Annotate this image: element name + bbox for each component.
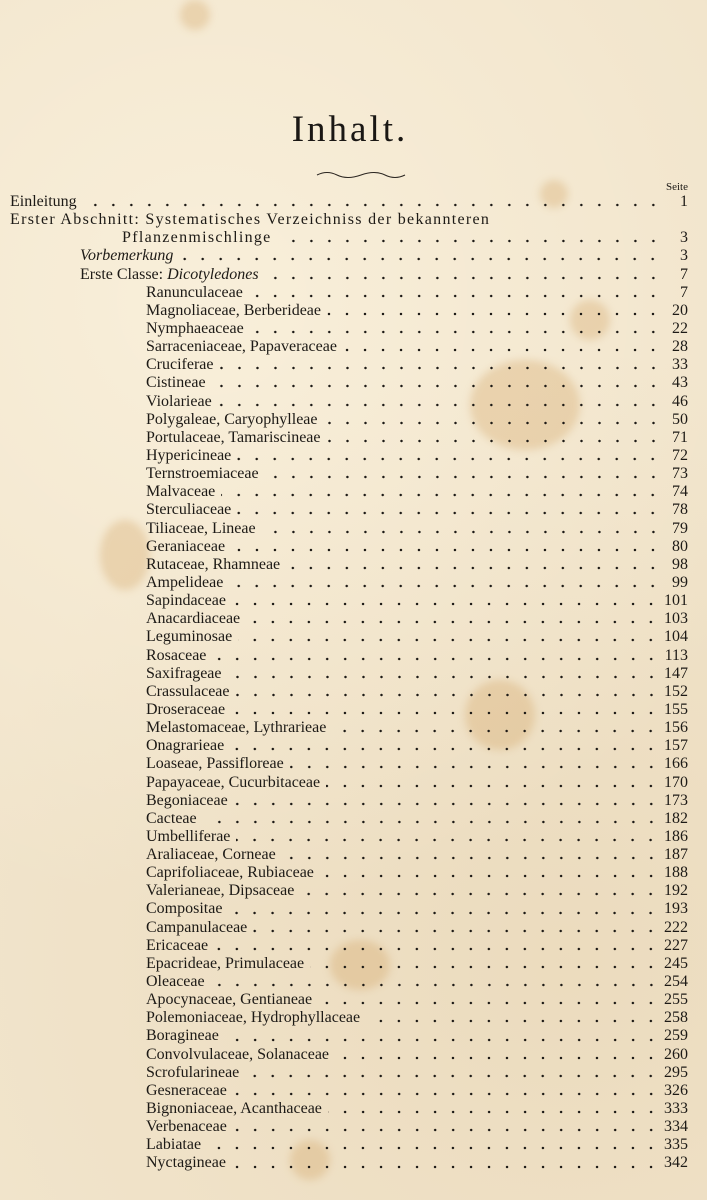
toc-entry-page: 258 — [664, 1009, 688, 1027]
title-ornament — [315, 168, 407, 180]
toc-entry-label: Geraniaceae — [146, 537, 226, 555]
dot-leader — [228, 675, 660, 679]
dot-leader — [310, 965, 660, 969]
toc-entry[interactable] — [10, 338, 690, 356]
dot-leader — [335, 1056, 660, 1060]
toc-entry-label: Cruciferae — [146, 356, 214, 374]
toc-entry[interactable] — [10, 628, 690, 646]
dot-leader — [262, 530, 662, 534]
dot-leader — [282, 856, 660, 860]
toc-entry-page: 222 — [664, 918, 688, 936]
toc-entry-page: 80 — [672, 537, 688, 555]
toc-entry[interactable] — [10, 1136, 690, 1154]
toc-entry-label: Leguminosae — [146, 628, 233, 646]
toc-entry[interactable] — [10, 538, 690, 556]
dot-leader — [246, 620, 660, 624]
toc-entry[interactable] — [10, 229, 690, 247]
toc-entry-page: 78 — [672, 501, 688, 519]
toc-entry-label: Sarraceniaceae, Papaveraceae — [146, 338, 337, 356]
toc-entry[interactable] — [10, 320, 690, 338]
toc-entry-page: 166 — [664, 755, 688, 773]
dot-leader — [230, 747, 660, 751]
dot-leader — [179, 257, 662, 261]
dot-leader — [278, 239, 662, 243]
toc-entry[interactable] — [10, 266, 690, 284]
toc-page — [10, 0, 690, 1200]
toc-entry-page: 103 — [664, 610, 688, 628]
dot-leader — [286, 566, 662, 570]
toc-entry-label: Rutaceae, Rhamneae — [146, 555, 281, 573]
toc-entry-page: 254 — [664, 973, 688, 991]
toc-entry-label: Tiliaceae, Lineae — [146, 519, 256, 537]
dot-leader — [237, 511, 662, 515]
toc-entry-label: Nymphaeaceae — [146, 319, 244, 337]
toc-entry[interactable] — [10, 1027, 690, 1045]
toc-entry-label: Apocynaceae, Gentianeae — [146, 991, 313, 1009]
toc-entry[interactable] — [10, 828, 690, 846]
toc-entry[interactable] — [10, 1118, 690, 1136]
toc-entry-page: 72 — [672, 446, 688, 464]
dot-leader — [300, 892, 660, 896]
dot-leader — [233, 1092, 660, 1096]
toc-entry-page: 79 — [672, 519, 688, 537]
toc-entry-label: Umbelliferae — [146, 827, 231, 845]
toc-entry[interactable] — [10, 1046, 690, 1064]
toc-entry-label: Cacteae — [146, 809, 197, 827]
toc-entry-label: Rosaceae — [146, 646, 207, 664]
toc-entry-page: 101 — [664, 592, 688, 610]
dot-leader — [83, 203, 662, 207]
toc-entry[interactable] — [10, 211, 690, 229]
dot-leader — [253, 929, 660, 933]
toc-entry-page: 155 — [664, 700, 688, 718]
toc-entry[interactable] — [10, 955, 690, 973]
toc-entry-page: 7 — [680, 265, 688, 283]
toc-entry[interactable] — [10, 393, 690, 411]
toc-entry-label: Caprifoliaceae, Rubiaceae — [146, 864, 314, 882]
toc-entry-page: 255 — [664, 991, 688, 1009]
toc-entry-page: 7 — [680, 283, 688, 301]
toc-entry[interactable] — [10, 937, 690, 955]
toc-entry-label: Violarieae — [146, 392, 212, 410]
toc-entry-page: 1 — [680, 193, 688, 210]
dot-leader — [238, 638, 660, 642]
toc-entry-label: Ternstroemiaceae — [146, 465, 259, 483]
toc-entry-label: Araliaceae, Corneae — [146, 846, 276, 864]
toc-entry-page: 73 — [672, 465, 688, 483]
toc-entry-page: 245 — [664, 954, 688, 972]
toc-entry-label: Labiatae — [146, 1136, 202, 1154]
dot-leader — [249, 294, 662, 298]
toc-entry-label: Polemoniaceae, Hydrophyllaceae — [146, 1009, 361, 1027]
toc-entry[interactable] — [10, 501, 690, 519]
toc-entry[interactable] — [10, 374, 690, 392]
toc-entry-page: 104 — [664, 628, 688, 646]
dot-leader — [211, 983, 660, 987]
toc-entry[interactable] — [10, 284, 690, 302]
dot-leader — [318, 1001, 660, 1005]
dot-leader — [229, 584, 662, 588]
toc-entry[interactable] — [10, 1100, 690, 1118]
dot-leader — [332, 729, 660, 733]
dot-leader — [231, 711, 660, 715]
dot-leader — [265, 475, 662, 479]
toc-entry-label: Valerianeae, Dipsaceae — [146, 882, 295, 900]
toc-entry[interactable] — [10, 719, 690, 737]
dot-leader — [214, 947, 660, 951]
dot-leader — [236, 693, 660, 697]
toc-entry-page: 43 — [672, 374, 688, 392]
toc-entry-label: Crassulaceae — [146, 682, 230, 700]
toc-entry[interactable] — [10, 592, 690, 610]
toc-entry[interactable] — [10, 556, 690, 574]
toc-entry-label: Polygaleae, Caryophylleae — [146, 410, 318, 428]
toc-entry-page: 342 — [664, 1154, 688, 1172]
toc-entry-page: 170 — [664, 773, 688, 791]
toc-entry[interactable] — [10, 919, 690, 937]
toc-entry-label: Scrofularineae — [146, 1063, 240, 1081]
dot-leader — [366, 1019, 660, 1023]
toc-entry[interactable] — [10, 483, 690, 501]
dot-leader — [220, 366, 662, 370]
toc-entry-page: 156 — [664, 719, 688, 737]
toc-entry[interactable] — [10, 1154, 690, 1172]
toc-entry-page: 187 — [664, 846, 688, 864]
toc-entry-page: 295 — [664, 1063, 688, 1081]
dot-leader — [207, 1146, 660, 1150]
toc-entry-label: Hypericineae — [146, 446, 232, 464]
toc-entry-page: 260 — [664, 1045, 688, 1063]
toc-entry-page: 20 — [672, 301, 688, 319]
dot-leader — [212, 657, 660, 661]
dot-leader — [236, 838, 660, 842]
toc-entry[interactable] — [10, 1064, 690, 1082]
toc-entry[interactable] — [10, 882, 690, 900]
dot-leader — [234, 802, 660, 806]
dot-leader — [203, 820, 660, 824]
toc-entry[interactable] — [10, 647, 690, 665]
toc-entry[interactable] — [10, 465, 690, 483]
toc-entry-label: Begoniaceae — [146, 791, 228, 809]
toc-entry-page: 333 — [664, 1100, 688, 1118]
dot-leader — [221, 493, 662, 497]
dot-leader — [232, 1165, 660, 1169]
toc-entry-label: Gesneraceae — [146, 1081, 227, 1099]
toc-entry-label: Ranunculaceae — [146, 283, 243, 301]
toc-entry[interactable] — [10, 846, 690, 864]
toc-entry[interactable] — [10, 755, 690, 773]
toc-entry[interactable] — [10, 991, 690, 1009]
class-name: Dicotyledones — [167, 265, 259, 283]
toc-entry-page: 22 — [672, 319, 688, 337]
toc-entry-page: 227 — [664, 936, 688, 954]
dot-leader — [237, 457, 662, 461]
toc-entry-page: 259 — [664, 1027, 688, 1045]
toc-entry-label: Droseraceae — [146, 700, 226, 718]
toc-entry-label: Loaseae, Passifloreae — [146, 755, 284, 773]
toc-entry[interactable] — [10, 610, 690, 628]
dot-leader — [327, 312, 662, 316]
toc-entry-page: 74 — [672, 483, 688, 501]
toc-entry-page: 173 — [664, 791, 688, 809]
toc-entry-label: Erster Abschnitt: Systematisches Verzeichniss der bekannteren — [10, 211, 491, 229]
dot-leader — [218, 403, 662, 407]
toc-entry-label — [80, 266, 259, 284]
dot-leader — [245, 1074, 660, 1078]
toc-entry-page: 326 — [664, 1081, 688, 1099]
toc-entry-label: Bignoniaceae, Acanthaceae — [146, 1100, 322, 1118]
toc-entry[interactable] — [10, 247, 690, 265]
toc-entry-page: 192 — [664, 882, 688, 900]
toc-entry-label: Onagrarieae — [146, 737, 225, 755]
dot-leader — [327, 439, 663, 443]
toc-entry[interactable] — [10, 447, 690, 465]
toc-entry-label: Sterculiaceae — [146, 501, 232, 519]
toc-entry[interactable] — [10, 302, 690, 320]
toc-entry-page: 50 — [672, 410, 688, 428]
toc-entry-label: Magnoliaceae, Berberideae — [146, 301, 322, 319]
toc-entry-page: 28 — [672, 338, 688, 356]
toc-entry-label: Convolvulaceae, Solanaceae — [146, 1045, 330, 1063]
toc-entry[interactable] — [10, 411, 690, 429]
toc-entry-page: 193 — [664, 900, 688, 918]
toc-entry[interactable] — [10, 900, 690, 918]
page-title: Inhalt. — [291, 109, 409, 150]
toc-entry-label: Boragineae — [146, 1027, 219, 1045]
toc-entry-page: 334 — [664, 1118, 688, 1136]
dot-leader — [320, 874, 660, 878]
toc-entry-label: Verbenaceae — [146, 1118, 227, 1136]
toc-entry[interactable] — [10, 810, 690, 828]
toc-entry[interactable] — [10, 1082, 690, 1100]
toc-entry[interactable] — [10, 701, 690, 719]
toc-entry-label: Epacrideae, Primulaceae — [146, 954, 305, 972]
dot-leader — [231, 548, 662, 552]
toc-entry-label: Saxifrageae — [146, 664, 222, 682]
toc-entry[interactable] — [10, 356, 690, 374]
toc-entry-label: Ericaceae — [146, 936, 209, 954]
toc-entry-page: 147 — [664, 664, 688, 682]
toc-entry-label: Oleaceae — [146, 973, 205, 991]
toc-entry[interactable] — [10, 864, 690, 882]
dot-leader — [233, 1128, 660, 1132]
toc-entry-label: Papayaceae, Cucurbitaceae — [146, 773, 321, 791]
toc-entry-label: Anacardiaceae — [146, 610, 241, 628]
toc-entry-label: Melastomaceae, Lythrarieae — [146, 719, 327, 737]
toc-entry-label: Nyctagineae — [146, 1154, 226, 1172]
toc-entry-label: Portulaceae, Tamariscineae — [146, 428, 321, 446]
dot-leader — [328, 1110, 660, 1114]
dot-leader — [324, 421, 663, 425]
toc-entry-label: Cistineae — [146, 374, 206, 392]
toc-entry[interactable] — [10, 683, 690, 701]
toc-entry-label: Vorbemerkung — [80, 247, 174, 265]
toc-entry[interactable] — [10, 1009, 690, 1027]
dot-leader — [326, 784, 660, 788]
toc-entry-page: 33 — [672, 356, 688, 374]
dot-leader — [250, 330, 662, 334]
toc-entry[interactable] — [10, 665, 690, 683]
toc-entry-page: 99 — [672, 573, 688, 591]
toc-entry-page: 182 — [664, 809, 688, 827]
dot-leader — [343, 348, 662, 352]
dot-leader — [232, 602, 660, 606]
toc-entry-label: Malvaceae — [146, 483, 216, 501]
toc-entry-label: Ampelideae — [146, 573, 224, 591]
toc-entry-page: 71 — [672, 428, 688, 446]
toc-entry[interactable] — [10, 774, 690, 792]
toc-entry-page: 98 — [672, 555, 688, 573]
toc-entry-label: Sapindaceae — [146, 592, 226, 610]
toc-entry-label: Compositae — [146, 900, 223, 918]
toc-entry-page: 3 — [680, 247, 688, 265]
toc-entry-page: 157 — [664, 737, 688, 755]
toc-entry-page: 3 — [680, 229, 688, 247]
toc-entry-label: Einleitung — [10, 193, 77, 210]
dot-leader — [212, 384, 662, 388]
dot-leader — [290, 765, 660, 769]
class-label: Erste Classe: — [80, 265, 164, 283]
toc-entry-page: 113 — [664, 646, 688, 664]
toc-entry[interactable] — [10, 792, 690, 810]
toc-entry-page: 186 — [664, 827, 688, 845]
toc-entry[interactable] — [10, 520, 690, 538]
toc-entry-label: Campanulaceae — [146, 918, 248, 936]
toc-entry-page: 335 — [664, 1136, 688, 1154]
toc-entry-label: Pflanzenmischlinge — [122, 229, 272, 247]
toc-entry-page: 152 — [664, 682, 688, 700]
dot-leader — [225, 1038, 660, 1042]
table-of-contents — [10, 193, 690, 1173]
toc-entry-page: 188 — [664, 864, 688, 882]
toc-entry[interactable] — [10, 574, 690, 592]
dot-leader — [265, 276, 662, 280]
dot-leader — [228, 911, 660, 915]
toc-entry[interactable] — [10, 973, 690, 991]
family-list — [10, 284, 690, 1173]
toc-entry-page: 46 — [672, 392, 688, 410]
toc-entry[interactable] — [10, 737, 690, 755]
page-column-header: Seite — [666, 181, 688, 193]
toc-entry[interactable] — [10, 429, 690, 447]
toc-entry[interactable] — [10, 193, 690, 211]
